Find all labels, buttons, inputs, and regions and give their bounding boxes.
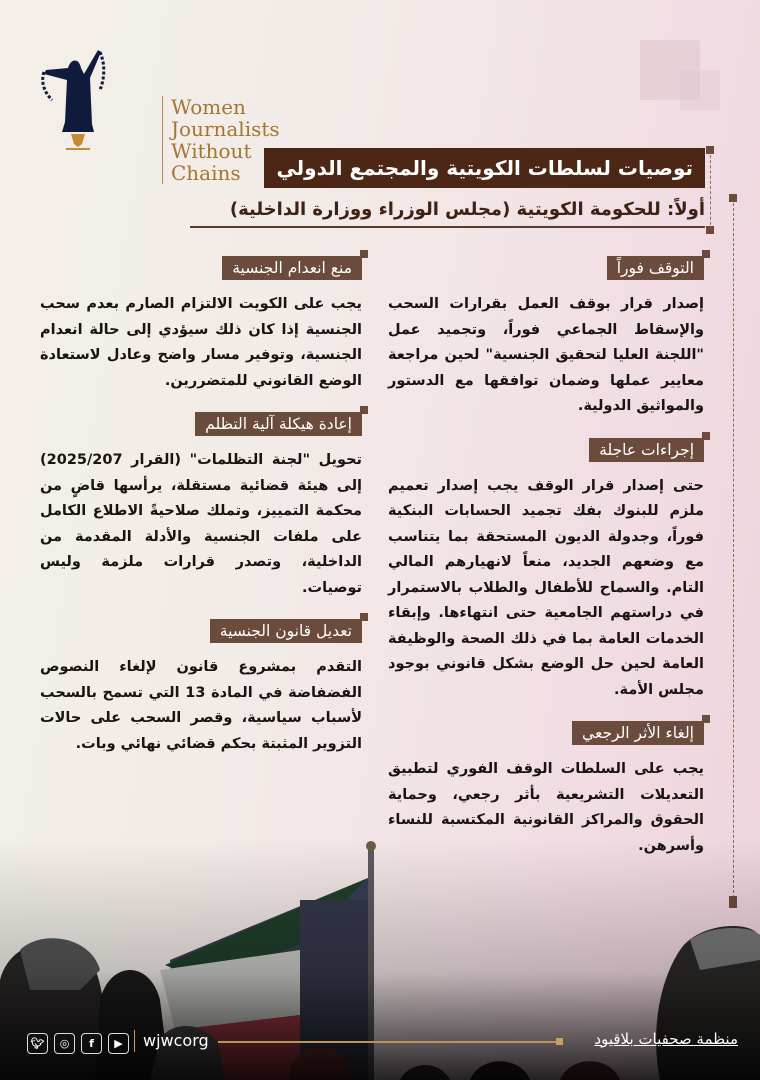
section-heading: تعديل قانون الجنسية bbox=[210, 619, 362, 643]
logo-line: Without bbox=[171, 139, 252, 163]
logo-text bbox=[162, 96, 280, 184]
youtube-icon[interactable]: ▶ bbox=[108, 1033, 129, 1054]
section-body: يجب على الكويت الالتزام الصارم بعدم سحب الجنسية إذا كان ذلك سيؤدي إلى حالة انعدام الجنسية، وتوفير مسار واضح وعادل لاستعادة الوضع القانوني للمتضررين. bbox=[40, 296, 362, 389]
footer-divider bbox=[218, 1041, 558, 1043]
section-heading: منع انعدام الجنسية bbox=[222, 256, 362, 280]
instagram-icon[interactable]: ◎ bbox=[54, 1033, 75, 1054]
decorative-square bbox=[729, 194, 737, 202]
decorative-square bbox=[706, 226, 714, 234]
section-urgent-measures bbox=[388, 438, 704, 704]
left-column bbox=[40, 256, 362, 775]
section-body: إصدار قرار بوقف العمل بقرارات السحب والإسقاط الجماعي فوراً، وتجميد عمل "اللجنة العليا لتحقيق الجنسية" لحين مراجعة معايير عملها وضمان توافقها مع الدستور والمواثيق الدولية. bbox=[388, 296, 704, 414]
divider bbox=[710, 150, 711, 230]
decorative-square bbox=[706, 146, 714, 154]
section-nationality-law bbox=[40, 619, 362, 757]
footer-divider-dot bbox=[556, 1038, 563, 1045]
logo-line: Journalists bbox=[171, 117, 280, 141]
section-body: التقدم بمشروع قانون لإلغاء النصوص الفضفاضة في المادة 13 التي تسمح بالسحب لأسباب سياسية، وقصر السحب على حالات التزوير المثبتة بحكم قضائي نهائي وبات. bbox=[40, 659, 362, 752]
decorative-square bbox=[680, 70, 720, 110]
right-column bbox=[388, 256, 704, 877]
section-heading: إعادة هيكلة آلية التظلم bbox=[195, 412, 362, 436]
facebook-icon[interactable]: f bbox=[81, 1033, 102, 1054]
section-immediate-halt bbox=[388, 256, 704, 420]
footer bbox=[0, 1026, 760, 1060]
section-heading: التوقف فوراً bbox=[607, 256, 704, 280]
social-handle[interactable]: wjwcorg bbox=[134, 1030, 209, 1052]
organization-name-arabic: منظمة صحفيات بلاقيود bbox=[594, 1030, 738, 1048]
divider bbox=[733, 198, 734, 898]
section-body: حتى إصدار قرار الوقف يجب إصدار تعميم ملزم للبنوك بفك تجميد الحسابات البنكية فوراً، وجدولة الديون المستحقة بما يتناسب مع وضعهم الجديد، منعاً لانهيارهم المالي التام. والسماح للأطفال والطلاب بالاستمرار في دراستهم الجامعية حتى انتهاءها. وإبقاء الخدمات العامة بما في ذلك الصحة والوظيفة العامة لحين حل الوضع بشكل قانوني بوجود مجلس الأمة. bbox=[388, 477, 704, 698]
section-heading: إلغاء الأثر الرجعي bbox=[572, 721, 704, 745]
section-body: تحويل "لجنة التظلمات" (القرار 2025/207) إلى هيئة قضائية مستقلة، يرأسها قاضٍ من محكمة التمييز، وتملك صلاحيةً الاطلاع الكامل على ملفات الجنسية والأدلة المقدمة من الداخلية، وتصدر قرارات ملزمة وليس توصيات. bbox=[40, 452, 362, 596]
logo bbox=[40, 44, 280, 185]
page-subtitle: أولاً: للحكومة الكويتية (مجلس الوزراء ووزارة الداخلية) bbox=[190, 196, 705, 228]
section-heading: إجراءات عاجلة bbox=[589, 438, 704, 462]
woman-breaking-chains-pen-icon bbox=[40, 44, 115, 154]
twitter-icon[interactable]: 🐦︎ bbox=[27, 1033, 48, 1054]
logo-line: Women bbox=[171, 95, 246, 119]
section-retroactive-effect bbox=[388, 721, 704, 859]
section-grievance-mechanism bbox=[40, 412, 362, 601]
page-title: توصيات لسلطات الكويتية والمجتمع الدولي bbox=[264, 148, 705, 188]
section-body: يجب على السلطات الوقف الفوري لتطبيق التعديلات التشريعية بأثر رجعي، وحماية الحقوق والمراكز القانونية المكتسبة للنساء وأسرهن. bbox=[388, 761, 704, 854]
logo-line: Chains bbox=[171, 161, 241, 185]
social-links bbox=[27, 1033, 129, 1054]
section-prevent-statelessness bbox=[40, 256, 362, 394]
